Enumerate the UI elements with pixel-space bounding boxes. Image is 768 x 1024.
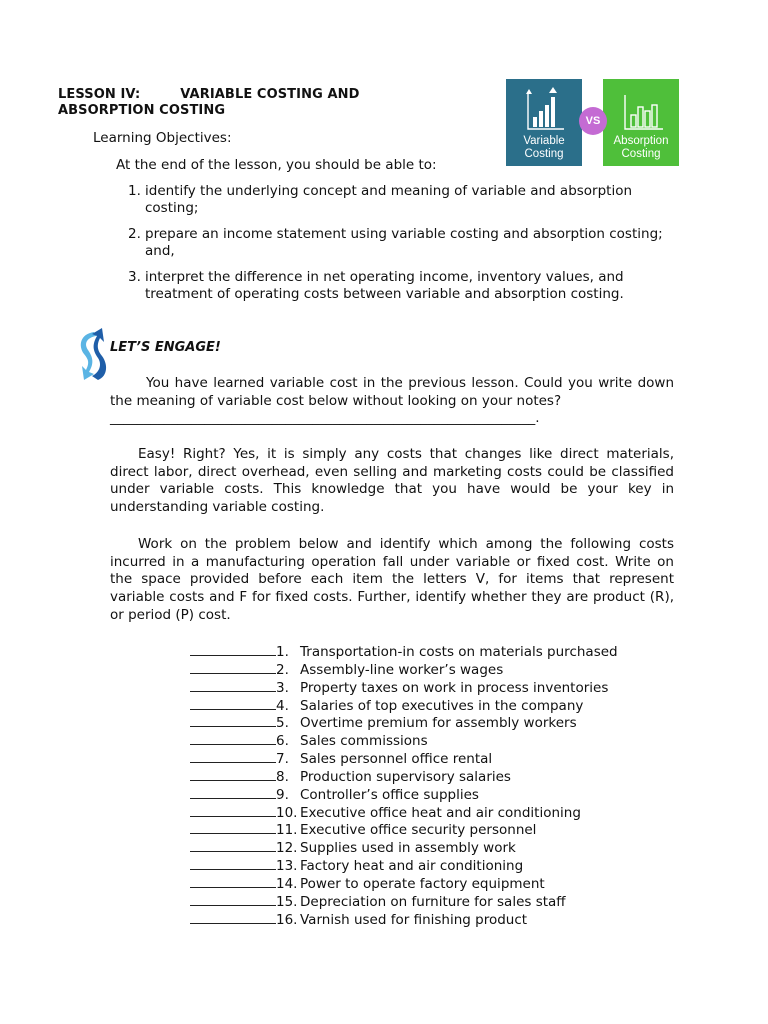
- rising-bars-icon: [506, 83, 582, 138]
- list-item: 6. Sales commissions: [190, 732, 618, 750]
- answer-blank[interactable]: [190, 911, 276, 924]
- lesson-title-line1: VARIABLE COSTING AND: [180, 87, 360, 102]
- costing-comparison-graphic: [506, 79, 679, 166]
- list-item: 16. Varnish used for finishing product: [190, 911, 618, 929]
- list-item: 14. Power to operate factory equipment: [190, 875, 618, 893]
- answer-blank[interactable]: [190, 821, 276, 834]
- answer-blank[interactable]: [190, 768, 276, 781]
- objectives-intro: At the end of the lesson, you should be able to:: [116, 157, 437, 173]
- list-item: 11. Executive office security personnel: [190, 821, 618, 839]
- lesson-label: LESSON IV:: [58, 87, 141, 102]
- answer-blank[interactable]: [190, 643, 276, 656]
- list-item: 2. Assembly-line worker’s wages: [190, 661, 618, 679]
- objective-item: 1. identify the underlying concept and meaning of variable and absorption costing;: [128, 183, 633, 216]
- list-item: 5. Overtime premium for assembly workers: [190, 714, 618, 732]
- vs-badge: VS: [579, 107, 607, 135]
- paragraph-1: You have learned variable cost in the previous lesson. Could you write down the meaning of variable cost below without looking on your notes? _______________________________________________________________.: [110, 375, 674, 427]
- answer-blank[interactable]: [190, 714, 276, 727]
- answer-blank[interactable]: _______________________________________________________________.: [110, 410, 540, 427]
- list-item: 3. Property taxes on work in process inventories: [190, 679, 618, 697]
- objective-item: 3. interpret the difference in net operating income, inventory values, and treatment of operating costs between variable and absorption costing.: [128, 269, 624, 302]
- paragraph-2: Easy! Right? Yes, it is simply any costs that changes like direct materials, direct labor, direct overhead, even selling and marketing costs could be classified under variable costs. This knowledge that you have would be your key in understanding variable costing.: [110, 446, 674, 516]
- answer-blank[interactable]: [190, 839, 276, 852]
- variable-costing-label: Variable Costing: [523, 135, 565, 160]
- bar-chart-icon: [603, 83, 679, 138]
- list-item: 1. Transportation-in costs on materials purchased: [190, 643, 618, 661]
- circular-arrows-icon: [74, 326, 110, 386]
- answer-blank[interactable]: [190, 786, 276, 799]
- lesson-title: [58, 87, 360, 119]
- answer-blank[interactable]: [190, 679, 276, 692]
- learning-objectives-label: Learning Objectives:: [93, 130, 232, 146]
- answer-blank[interactable]: [190, 857, 276, 870]
- answer-blank[interactable]: [190, 804, 276, 817]
- answer-blank[interactable]: [190, 661, 276, 674]
- answer-blank[interactable]: [190, 697, 276, 710]
- list-item: 4. Salaries of top executives in the company: [190, 697, 618, 715]
- answer-blank[interactable]: [190, 750, 276, 763]
- cost-items-list: [190, 643, 618, 929]
- list-item: 8. Production supervisory salaries: [190, 768, 618, 786]
- absorption-costing-tile: [603, 79, 679, 166]
- objectives-list: [128, 183, 688, 312]
- lesson-title-line2: ABSORPTION COSTING: [58, 103, 226, 118]
- answer-blank[interactable]: [190, 875, 276, 888]
- objective-item: 2. prepare an income statement using variable costing and absorption costing; and,: [128, 226, 663, 259]
- list-item: 9. Controller’s office supplies: [190, 786, 618, 804]
- list-item: 7. Sales personnel office rental: [190, 750, 618, 768]
- variable-costing-tile: [506, 79, 582, 166]
- list-item: 15. Depreciation on furniture for sales staff: [190, 893, 618, 911]
- list-item: 13. Factory heat and air conditioning: [190, 857, 618, 875]
- answer-blank[interactable]: [190, 893, 276, 906]
- paragraph-3: Work on the problem below and identify which among the following costs incurred in a manufacturing operation fall under variable or fixed cost. Write on the space provided before each item the letters V, for items that represent variable costs and F for fixed costs. Further, identify whether they are product (R), or period (P) cost.: [110, 536, 674, 623]
- list-item: 12. Supplies used in assembly work: [190, 839, 618, 857]
- list-item: 10. Executive office heat and air conditioning: [190, 804, 618, 822]
- lets-engage-heading: LET’S ENGAGE!: [110, 340, 221, 355]
- answer-blank[interactable]: [190, 732, 276, 745]
- absorption-costing-label: Absorption Costing: [613, 135, 669, 160]
